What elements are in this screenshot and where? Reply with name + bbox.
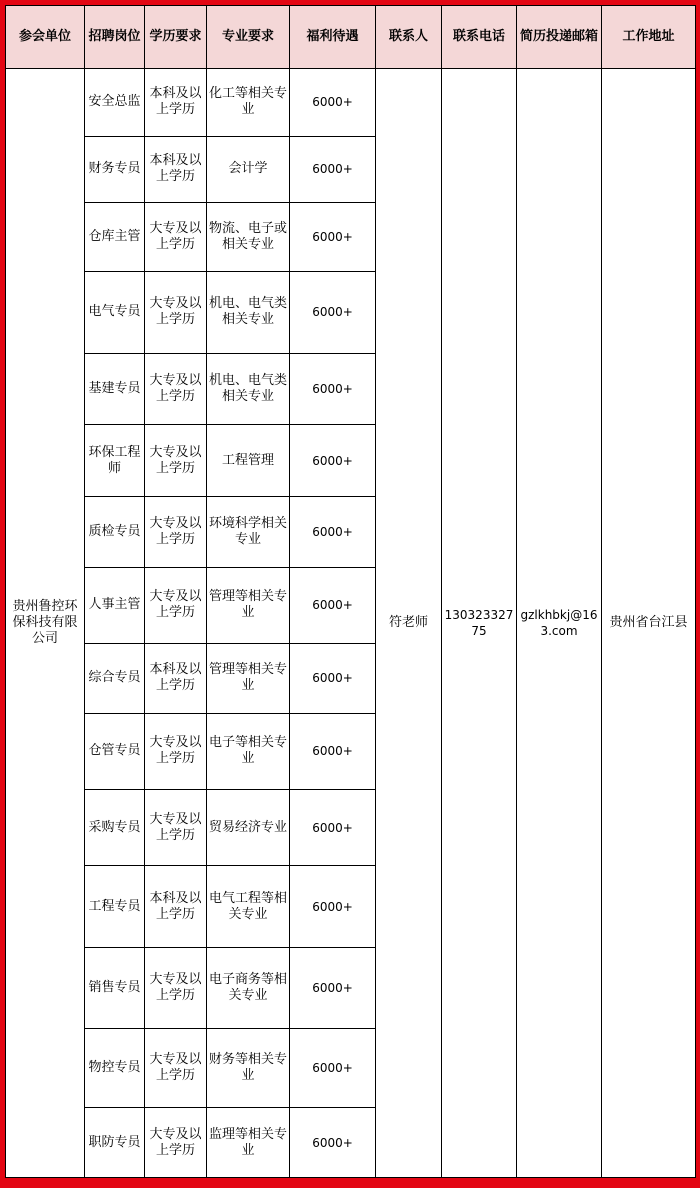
salary-cell: 6000+	[290, 354, 376, 425]
email-cell: gzlkhbkj@163.com	[517, 69, 602, 1178]
position-cell: 职防专员	[85, 1108, 145, 1178]
salary-cell: 6000+	[290, 424, 376, 497]
major-cell: 环境科学相关专业	[207, 497, 290, 568]
position-cell: 电气专员	[85, 271, 145, 354]
address-cell: 贵州省台江县	[602, 69, 696, 1178]
position-cell: 综合专员	[85, 643, 145, 714]
recruitment-table	[5, 5, 696, 1178]
table-row	[6, 69, 696, 137]
position-cell: 仓管专员	[85, 714, 145, 790]
major-cell: 物流、电子或相关专业	[207, 203, 290, 272]
major-cell: 监理等相关专业	[207, 1108, 290, 1178]
education-cell: 本科及以上学历	[145, 69, 207, 137]
major-cell: 化工等相关专业	[207, 69, 290, 137]
education-cell: 大专及以上学历	[145, 497, 207, 568]
position-cell: 财务专员	[85, 136, 145, 203]
major-cell: 电气工程等相关专业	[207, 866, 290, 948]
major-cell: 电子商务等相关专业	[207, 948, 290, 1029]
header-company: 参会单位	[6, 6, 85, 69]
position-cell: 基建专员	[85, 354, 145, 425]
education-cell: 大专及以上学历	[145, 714, 207, 790]
salary-cell: 6000+	[290, 1028, 376, 1108]
salary-cell: 6000+	[290, 203, 376, 272]
major-cell: 管理等相关专业	[207, 567, 290, 643]
salary-cell: 6000+	[290, 497, 376, 568]
major-cell: 财务等相关专业	[207, 1028, 290, 1108]
header-email: 简历投递邮箱	[517, 6, 602, 69]
salary-cell: 6000+	[290, 789, 376, 866]
salary-cell: 6000+	[290, 866, 376, 948]
header-major: 专业要求	[207, 6, 290, 69]
education-cell: 本科及以上学历	[145, 866, 207, 948]
salary-cell: 6000+	[290, 271, 376, 354]
salary-cell: 6000+	[290, 948, 376, 1029]
education-cell: 大专及以上学历	[145, 203, 207, 272]
education-cell: 大专及以上学历	[145, 424, 207, 497]
education-cell: 大专及以上学历	[145, 1108, 207, 1178]
major-cell: 贸易经济专业	[207, 789, 290, 866]
header-salary: 福利待遇	[290, 6, 376, 69]
major-cell: 机电、电气类相关专业	[207, 354, 290, 425]
major-cell: 工程管理	[207, 424, 290, 497]
major-cell: 机电、电气类相关专业	[207, 271, 290, 354]
salary-cell: 6000+	[290, 714, 376, 790]
header-row	[6, 6, 696, 69]
header-phone: 联系电话	[442, 6, 517, 69]
education-cell: 大专及以上学历	[145, 567, 207, 643]
salary-cell: 6000+	[290, 567, 376, 643]
salary-cell: 6000+	[290, 69, 376, 137]
education-cell: 大专及以上学历	[145, 948, 207, 1029]
education-cell: 大专及以上学历	[145, 354, 207, 425]
header-position: 招聘岗位	[85, 6, 145, 69]
position-cell: 仓库主管	[85, 203, 145, 272]
position-cell: 质检专员	[85, 497, 145, 568]
major-cell: 管理等相关专业	[207, 643, 290, 714]
position-cell: 销售专员	[85, 948, 145, 1029]
position-cell: 安全总监	[85, 69, 145, 137]
salary-cell: 6000+	[290, 643, 376, 714]
header-education: 学历要求	[145, 6, 207, 69]
education-cell: 大专及以上学历	[145, 1028, 207, 1108]
position-cell: 人事主管	[85, 567, 145, 643]
salary-cell: 6000+	[290, 136, 376, 203]
major-cell: 会计学	[207, 136, 290, 203]
header-contact: 联系人	[376, 6, 442, 69]
header-address: 工作地址	[602, 6, 696, 69]
position-cell: 工程专员	[85, 866, 145, 948]
salary-cell: 6000+	[290, 1108, 376, 1178]
education-cell: 本科及以上学历	[145, 136, 207, 203]
company-cell: 贵州鲁控环保科技有限公司	[6, 69, 85, 1178]
education-cell: 大专及以上学历	[145, 789, 207, 866]
phone-cell: 13032332775	[442, 69, 517, 1178]
contact-cell: 符老师	[376, 69, 442, 1178]
position-cell: 采购专员	[85, 789, 145, 866]
position-cell: 物控专员	[85, 1028, 145, 1108]
education-cell: 本科及以上学历	[145, 643, 207, 714]
major-cell: 电子等相关专业	[207, 714, 290, 790]
position-cell: 环保工程师	[85, 424, 145, 497]
education-cell: 大专及以上学历	[145, 271, 207, 354]
